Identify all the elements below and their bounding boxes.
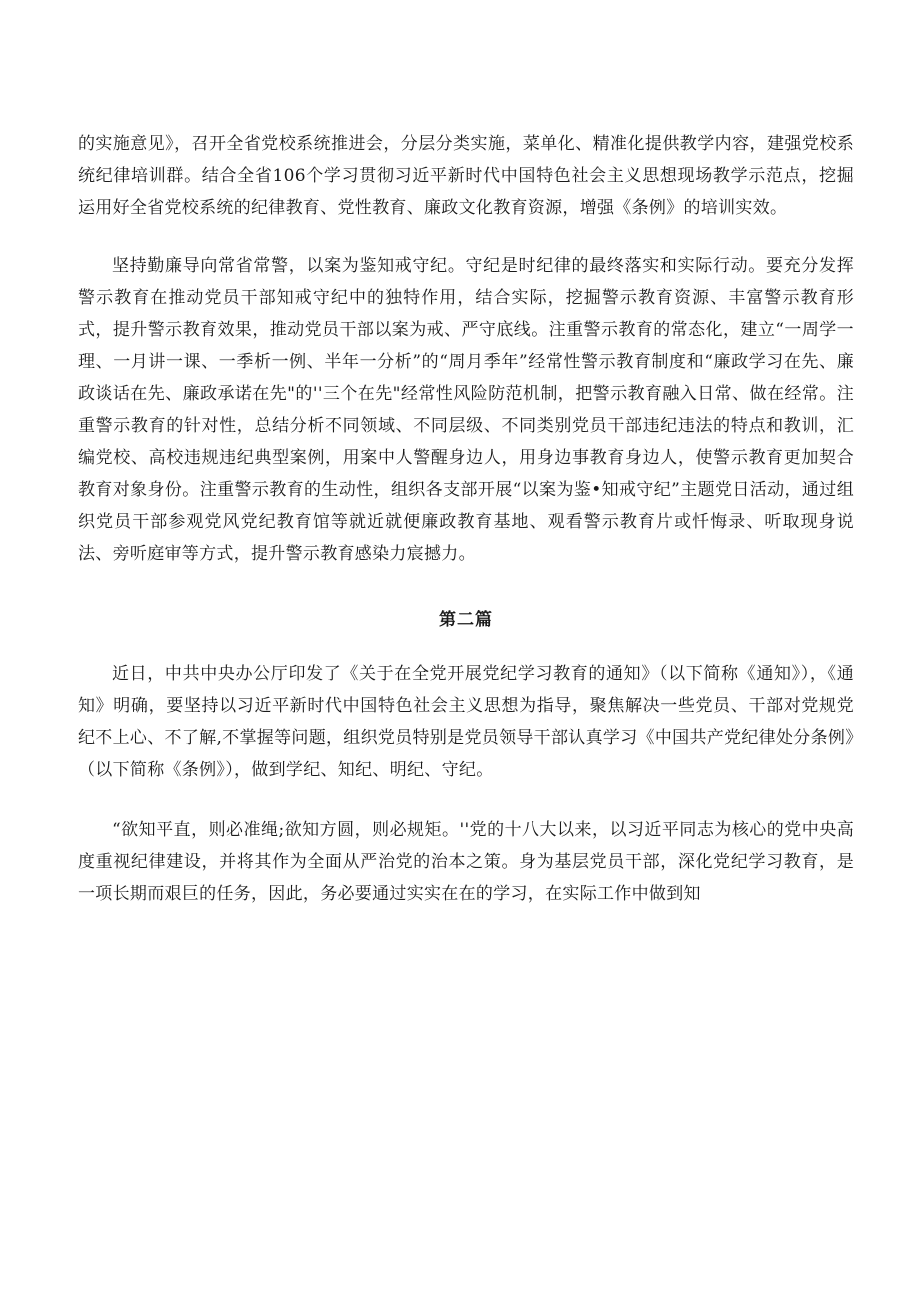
document-body [78, 128, 854, 910]
paragraph-1: 的实施意见》，召开全省党校系统推进会，分层分类实施，菜单化、精准化提供教学内容，建强党校系统纪律培训群。结合全省106个学习贯彻习近平新时代中国特色社会主义思想现场教学示范点，挖掘运用好全省党校系统的纪律教育、党性教育、廉政文化教育资源，增强《条例》的培训实效。 [78, 134, 854, 218]
paragraph-2: 坚持勤廉导向常省常警，以案为鉴知戒守纪。守纪是时纪律的最终落实和实际行动。要充分发挥警示教育在推动党员干部知戒守纪中的独特作用，结合实际，挖掘警示教育资源、丰富警示教育形式，提升警示教育效果，推动党员干部以案为戒、严守底线。注重警示教育的常态化，建立“一周学一理、一月讲一课、一季析一例、半年一分析”的“周月季年”经常性警示教育制度和“廉政学习在先、廉政谈话在先、廉政承诺在先"的''三个在先"经常性风险防范机制，把警示教育融入日常、做在经常。注重警示教育的针对性，总结分析不同领域、不同层级、不同类别党员干部违纪违法的特点和教训，汇编党校、高校违规违纪典型案例，用案中人警醒身边人，用身边事教育身边人，使警示教育更加契合教育对象身份。注重警示教育的生动性，组织各支部开展“以案为鉴•知戒守纪”主题党日活动，通过组织党员干部参观党风党纪教育馆等就近就便廉政教育基地、观看警示教育片或忏悔录、听取现身说法、旁听庭审等方式，提升警示教育感染力宸撼力。 [78, 256, 854, 564]
paragraph-4: “欲知平直，则必准绳;欲知方圆，则必规矩。''党的十八大以来，以习近平同志为核心的党中央高度重视纪律建设，并将其作为全面从严治党的治本之策。身为基层党员干部，深化党纪学习教育，是一项长期而艰巨的任务，因此，务必要通过实实在在的学习，在实际工作中做到知 [78, 820, 854, 904]
paragraph-3: 近日，中共中央办公厅印发了《关于在全党开展党纪学习教育的通知》（以下简称《通知》），《通知》明确，要坚持以习近平新时代中国特色社会主义思想为指导，聚焦解决一些党员、干部对党规党纪不上心、不了解,不掌握等问题，组织党员特别是党员领导干部认真学习《中国共产党纪律处分条例》（以下简称《条例》），做到学纪、知纪、明纪、守纪。 [78, 664, 854, 780]
section-title: 第二篇 [439, 610, 493, 630]
